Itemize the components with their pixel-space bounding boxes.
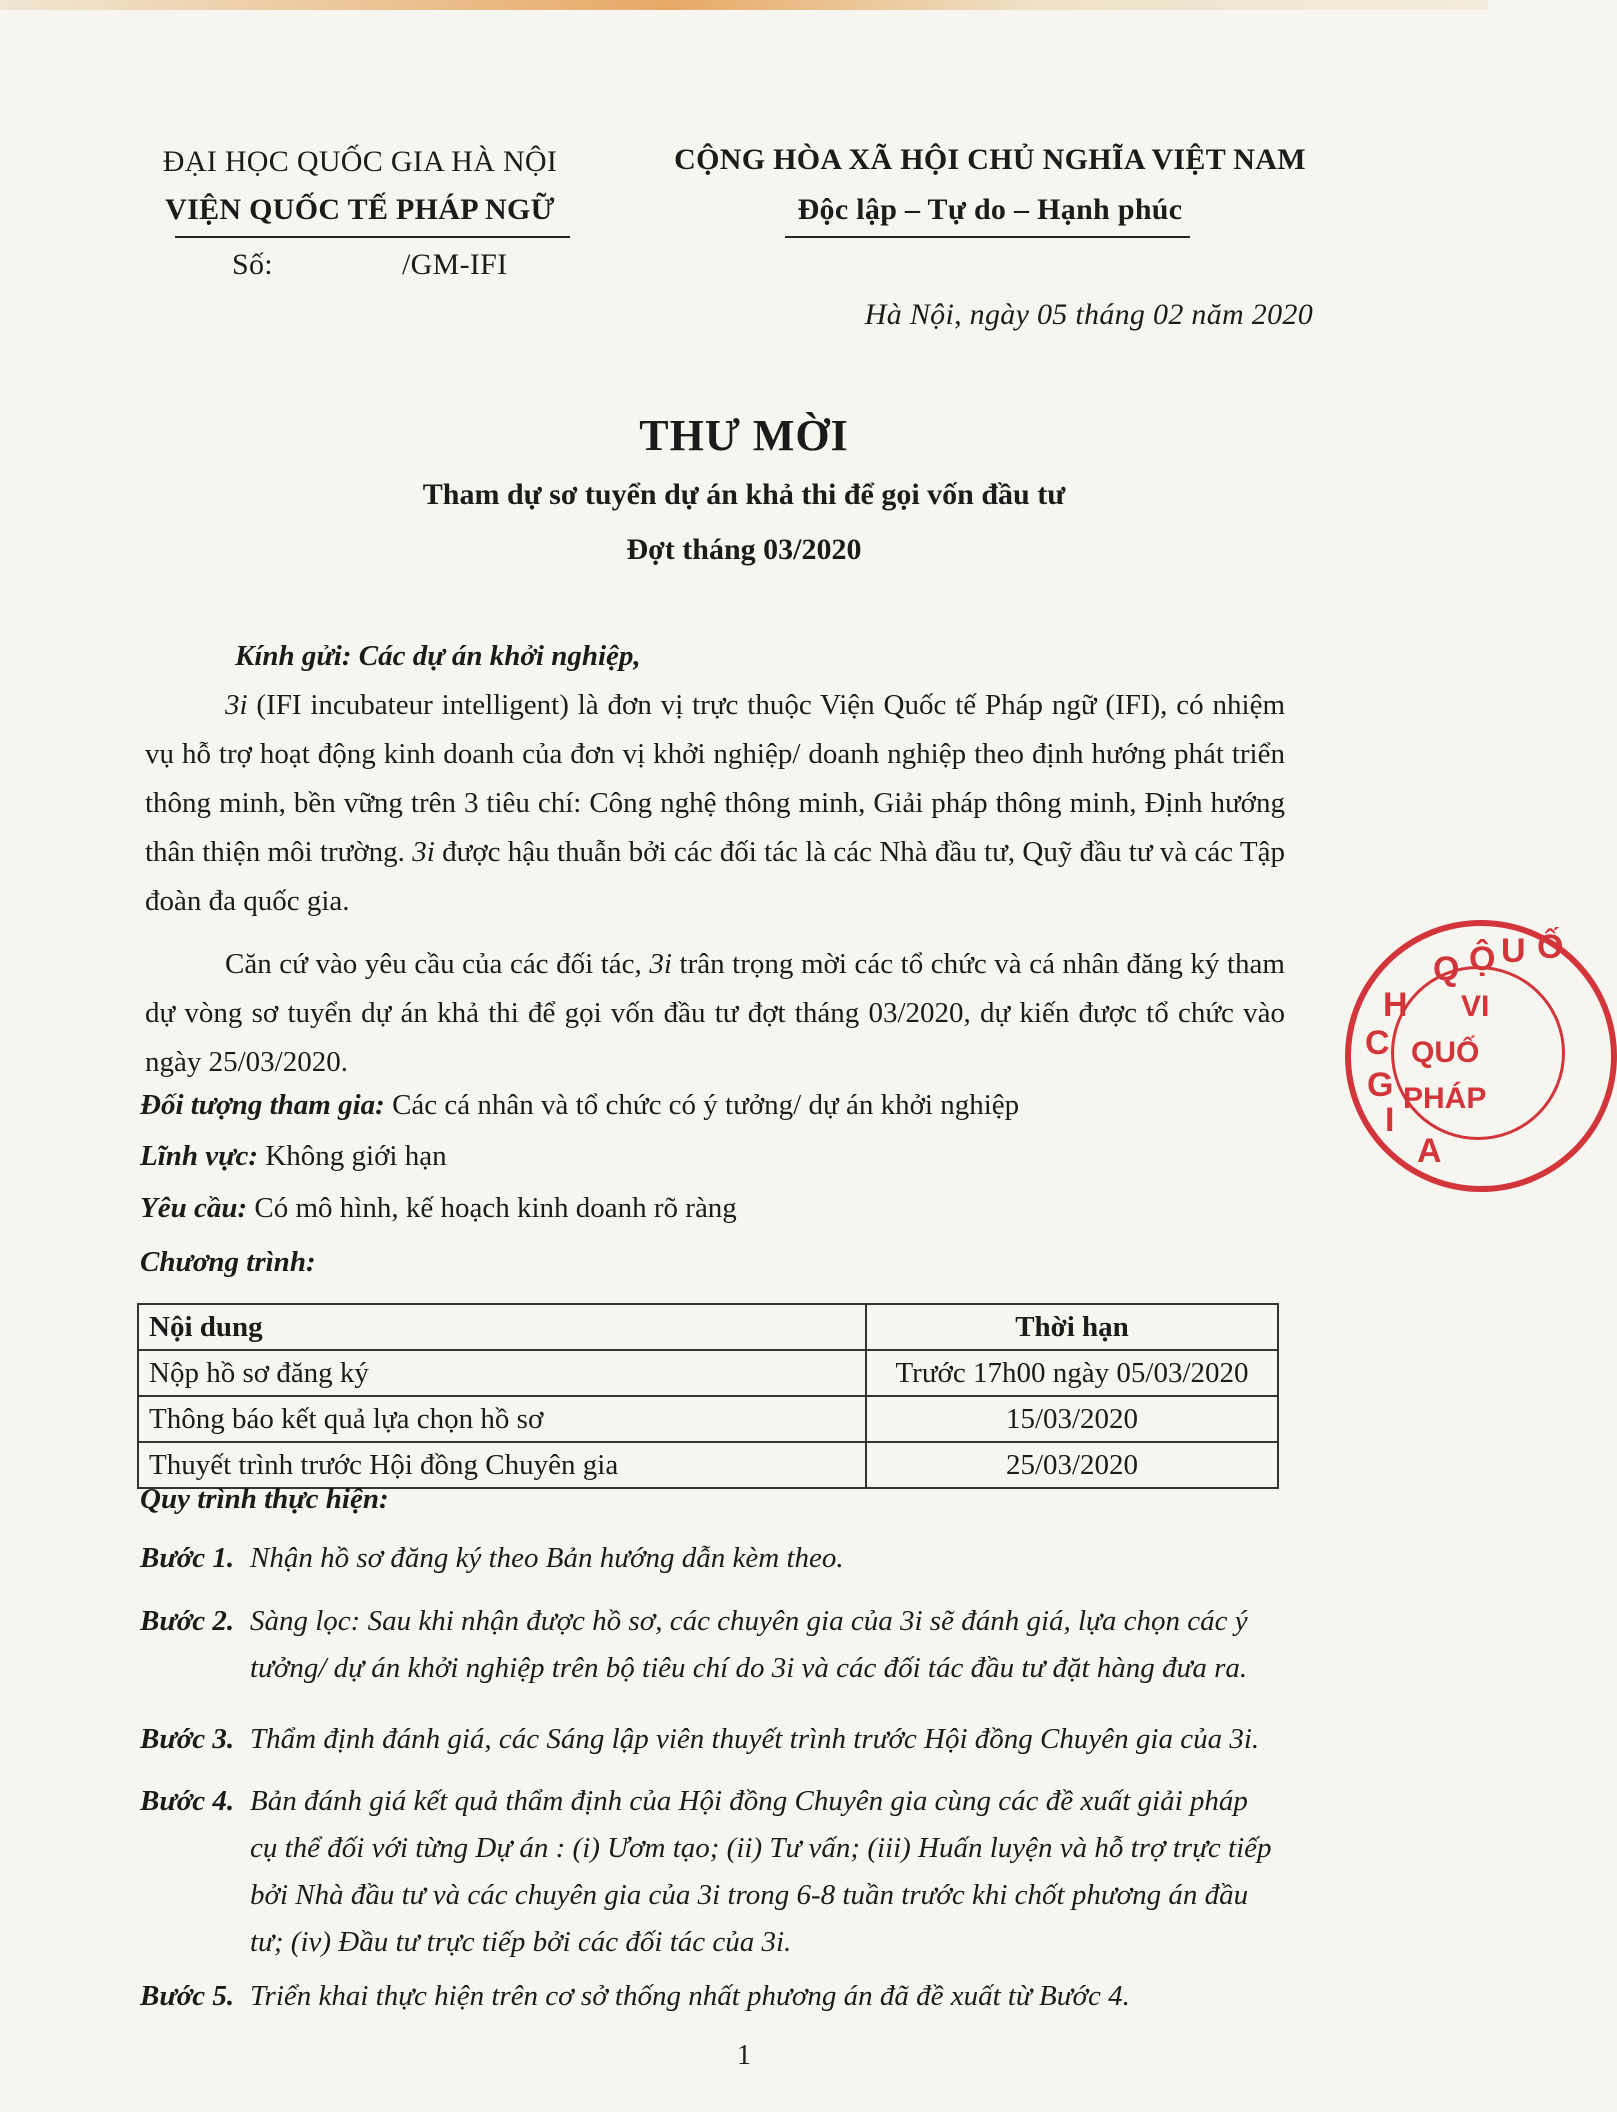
table-row: Thuyết trình trước Hội đồng Chuyên gia 25/03/2020 (138, 1442, 1278, 1488)
step-2: Bước 2. Sàng lọc: Sau khi nhận được hồ sơ, các chuyên gia của 3i sẽ đánh giá, lựa chọn các ý tưởng/ dự án khởi nghiệp trên bộ tiêu chí do 3i và các đối tác đầu tư đặt hàng đưa ra. (140, 1605, 1248, 1684)
target-line: Đối tượng tham gia: Các cá nhân và tổ chức có ý tưởng/ dự án khởi nghiệp (140, 1089, 1020, 1121)
program-table (137, 1303, 1279, 1489)
doc-round: Đợt tháng 03/2020 (626, 533, 862, 566)
org-parent: ĐẠI HỌC QUỐC GIA HÀ NỘI (162, 145, 558, 178)
table-row: Thông báo kết quả lựa chọn hồ sơ 15/03/2020 (138, 1396, 1278, 1442)
doc-number-label: Số: (232, 248, 273, 281)
step-4: Bước 4. Bản đánh giá kết quả thẩm định của Hội đồng Chuyên gia cùng các đề xuất giải pháp cụ thể đối với từng Dự án : (i) Ươm tạo; (ii) Tư vấn; (iii) Huấn luyện và hỗ trợ trực tiếp bởi Nhà đầu tư và các chuyên gia của 3i trong 6-8 tuần trước khi chốt phương án đầu tư; (iv) Đầu tư trực tiếp bởi các đối tác của 3i. (140, 1785, 1272, 1958)
org-underline (175, 236, 570, 238)
intro-paragraph: 3i (IFI incubateur intelligent) là đơn vị trực thuộc Viện Quốc tế Pháp ngữ (IFI), có nhiệm vụ hỗ trợ hoạt động kinh doanh của đơn vị khởi nghiệp/ doanh nghiệp theo định hướng phát triển thông minh, bền vững trên 3 tiêu chí: Công nghệ thông minh, Giải pháp thông minh, Định hướng thân thiện môi trường. 3i được hậu thuẫn bởi các đối tác là các Nhà đầu tư, Quỹ đầu tư và các Tập đoàn đa quốc gia. (145, 689, 1286, 917)
header-deadline: Thời hạn (866, 1304, 1278, 1350)
brand-3i: 3i (225, 689, 248, 721)
step-5: Bước 5. Triển khai thực hiện trên cơ sở thống nhất phương án đã đề xuất từ Bước 4. (140, 1980, 1130, 2012)
national-title: CỘNG HÒA XÃ HỘI CHỦ NGHĨA VIỆT NAM (674, 143, 1306, 176)
field-line: Lĩnh vực: Không giới hạn (140, 1140, 447, 1172)
table-header-row (138, 1304, 1278, 1350)
brand-3i: 3i (649, 948, 672, 980)
doc-title: THƯ MỜI (639, 411, 849, 460)
doc-subtitle: Tham dự sơ tuyển dự án khả thi để gọi vốn đầu tư (422, 478, 1066, 511)
scan-top-edge (0, 0, 1488, 10)
issue-date: Hà Nội, ngày 05 tháng 02 năm 2020 (864, 298, 1313, 331)
doc-number-value: /GM-IFI (402, 248, 508, 281)
org-name: VIỆN QUỐC TẾ PHÁP NGỮ (165, 193, 555, 226)
step-3: Bước 3. Thẩm định đánh giá, các Sáng lập viên thuyết trình trước Hội đồng Chuyên gia của 3i. (140, 1723, 1260, 1755)
step-1: Bước 1. Nhận hồ sơ đăng ký theo Bản hướng dẫn kèm theo. (140, 1542, 844, 1574)
process-label: Quy trình thực hiện: (140, 1483, 389, 1515)
header-content: Nội dung (138, 1304, 866, 1350)
requirement-line: Yêu cầu: Có mô hình, kế hoạch kinh doanh rõ ràng (140, 1192, 737, 1224)
invitation-paragraph: Căn cứ vào yêu cầu của các đối tác, 3i trân trọng mời các tổ chức và cá nhân đăng ký tham dự vòng sơ tuyển dự án khả thi để gọi vốn đầu tư đợt tháng 03/2020, dự kiến được tổ chức vào ngày 25/03/2020. (145, 948, 1285, 1078)
brand-3i: 3i (412, 836, 435, 868)
greeting: Kính gửi: Các dự án khởi nghiệp, (235, 640, 641, 672)
page-number: 1 (737, 2040, 751, 2071)
table-row: Nộp hồ sơ đăng ký Trước 17h00 ngày 05/03/2020 (138, 1350, 1278, 1396)
national-motto: Độc lập – Tự do – Hạnh phúc (797, 193, 1183, 226)
motto-underline (785, 236, 1190, 238)
program-label: Chương trình: (140, 1246, 316, 1278)
official-seal-stamp: Ộ Q U Ố H C G I A VI QUỐ PHÁP (1345, 920, 1617, 1192)
